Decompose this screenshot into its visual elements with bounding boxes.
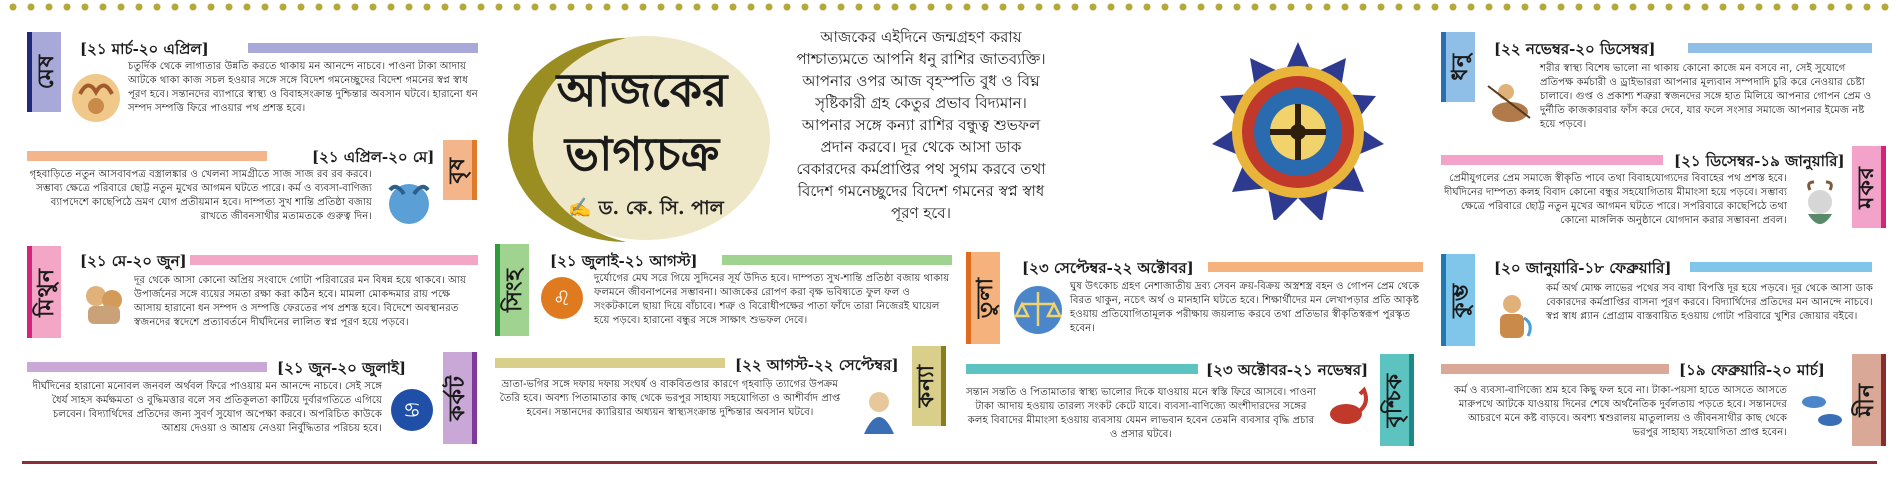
page-title-line-1: আজকের — [556, 63, 728, 117]
pisces-fish-icon — [1796, 386, 1848, 434]
date-range-cancer: [২১ জুন-২০ জুলাই] — [277, 359, 406, 377]
dotted-border-top — [0, 0, 1899, 14]
sign-label-scorpio: বৃশ্চিক — [1380, 354, 1414, 446]
date-range-libra: [২৩ সেপ্টেম্বর-২২ অক্টোবর] — [1022, 259, 1194, 277]
forecast-text-cancer: দীর্ঘদিনের হারানো মনোবল জনবল অর্থবল ফিরে পাওয়ায় মন আনন্দে নাচবে। সেই সঙ্গে ধৈর্য সাহস কর্মক্ষমতা ও বুদ্ধিমত্তার বলে সব প্রতিকূলতা কাটিয়ে দুর্বারগতিতে এগিয়ে চলবেন। বিদ্যার্থিদের প্রতিদের জন্য সুবর্ণ সুযোগ অপেক্ষা করবে। অপরিচিত কাউকে আশ্রয় দেওয়া ও আশ্রয় নেওয়া নির্বুদ্ধিতার পরিচয় হবে। — [32, 381, 382, 434]
forecast-text-libra: ঘুষ উৎকোচ গ্রহণ নেশাজাতীয় দ্রব্য সেবন ক্রয়-বিক্রয় অস্ত্রশস্ত্র বহন ও গোপন প্রেম থেকে বিরত থাকুন, নচেৎ অর্থ ও মানহানি ঘটতে হবে। শিক্ষার্থীদের মন লেখাপড়ার প্রতি আকৃষ্ট হওয়ায় প্রতিযোগিতামূলক পরীক্ষায় জয়লাভ করবে তথা প্রতিভার স্বীকৃতিস্বরূপ পুরস্কৃত হবেন। — [1070, 281, 1420, 334]
accent-bar-pisces — [1441, 364, 1669, 374]
sign-label-virgo: কন্যা — [912, 346, 946, 426]
libra-scales-icon — [1010, 282, 1066, 338]
forecast-text-leo: দুর্যোগের মেঘ সরে গিয়ে সুদিনের সূর্য উদিত হবে। দাম্পত্য সুখ-শান্তি প্রতিষ্ঠা বজায় থাকায় ফলমনে জীবনাপনের সম্ভাবনা। আজকের রোপণ করা বৃক্ষ ভবিষ্যতে ফুল ফল ও সংকটকালে ছায়া দিয়ে বাঁচাবে। শত্রু ও বিরোধীপক্ষের পাতা ফাঁদে তারা নিজেরই ঘায়েল হয়ে পড়বে। হারানো বন্ধুর সঙ্গে সাক্ষাৎ শুভফল দেবে। — [594, 273, 950, 326]
accent-bar-cancer — [27, 362, 267, 372]
forecast-text-capricorn: প্রেমীযুগলের প্রেম সমাজে স্বীকৃতি পাবে তথা বিবাহযোগ্যদের বিবাহের পথ প্রশস্ত হবে। দীর্ঘদিনের দাম্পত্য কলহ বিবাদ কোনো বন্ধুর সহযোগিতায় মীমাংসা হয়ে পড়বে। সম্ভাব্য ক্ষেত্রে পরিবারে ছোট্ট নতুন মুখের আগমন ঘটতে পারে। সপরিবারে কাছেপিঠে তথা কোনো মাঙ্গলিক অনুষ্ঠানে যোগদান করার সম্ভাবনা প্রবল। — [1444, 173, 1787, 226]
gemini-twins-icon — [76, 276, 132, 332]
date-range-virgo: [২২ আগস্ট-২২ সেপ্টেম্বর] — [735, 356, 899, 374]
pen-icon: ✍ — [568, 197, 599, 219]
date-range-aquarius: [২০ জানুয়ারি-১৮ ফেব্রুয়ারি] — [1494, 259, 1672, 277]
aries-ram-icon — [66, 68, 126, 128]
aquarius-water-bearer-icon — [1484, 288, 1540, 344]
leo-lion-icon — [538, 274, 586, 330]
date-range-scorpio: [২৩ অক্টোবর-২১ নভেম্বর] — [1206, 361, 1369, 379]
sign-label-pisces: মীন — [1852, 354, 1886, 446]
cancer-crab-icon — [388, 386, 436, 434]
accent-bar-taurus — [27, 151, 267, 161]
forecast-text-sagittarius: শরীর স্বাস্থ্য বিশেষ ভালো না থাকায় কোনো কাজে মন বসবে না, সেই সুযোগে প্রতিপক্ষ কর্মচারী ও ড্রাইভাররা আপনার মূল্যবান সম্পদাদি চুরি করে নেওয়ার চেষ্টা চালাবে। গুপ্ত ও প্রকাশ্য শত্রুরা স্বজনদের সঙ্গে হাত মিলিয়ে আপনার গোপন প্রেম ও দুর্নীতি কাজকারবার ফাঁস করে দেবে, যার ফলে সংসার সমাজে আপনার ইমেজ নষ্ট হয়ে পড়বে। — [1540, 63, 1872, 130]
accent-bar-sagittarius — [1688, 43, 1872, 53]
accent-bar-aries — [248, 43, 478, 53]
forecast-text-aries: চতুর্দিক থেকে লাগাতার উন্নতি করতে থাকায় মন আনন্দে নাচবে। পাওনা টাকা আদায় আটকে থাকা কাজ সচল হওয়ার সঙ্গে সঙ্গে বিদেশ গমনেচ্ছুদের বিদেশ গমনের স্বপ্ন স্বাধ পূরণ হবে। সন্তানদের ব্যাপারে স্বাস্থ্য ও বিবাহসংক্রান্ত দুশ্চিন্তার অবসান ঘটবে। হারানো ধন সম্পদ সম্পত্তি ফিরে পাওয়ার পথ প্রশস্ত হবে। — [128, 61, 478, 114]
sagittarius-archer-icon — [1480, 74, 1538, 130]
sign-label-sagittarius: ধনু — [1441, 32, 1475, 102]
forecast-text-gemini: দূর থেকে আসা কোনো অপ্রিয় সংবাদে গোটা পরিবারের মন বিষন্ন হয়ে থাকবে। আয় উপার্জনের সঙ্গে ব্যয়ের সমতা রক্ষা করা কঠিন হবে। মামলা মোকদ্দমার রায় পক্ষে আসায় হারানো ধন সম্পদ ও সম্পত্তি ফেরতের পথ প্রশস্ত হবে। বিদেশে অবস্থানরত স্বজনদের স্বদেশে প্রত্যাবর্তনে দীর্ঘদিনের লালিত স্বপ্ন পূরণ হয়ে পড়বে। — [134, 275, 467, 328]
author-name: ড. কে. সি. পাল — [598, 197, 724, 219]
capricorn-goat-icon — [1794, 180, 1846, 234]
taurus-bull-icon — [380, 172, 438, 230]
date-range-taurus: [২১ এপ্রিল-২০ মে] — [312, 148, 435, 166]
intro-paragraph: আজকের এইদিনে জন্মগ্রহণ করায় পাশ্চাত্যমতে আপনি ধনু রাশির জাতব্যক্তি। আপনার ওপর আজ বৃহস্পতি বুধ ও বিঘ্ন সৃষ্টিকারী গ্রহ কেতুর প্রভাব বিদ্যমান। আপনার সঙ্গে কন্যা রাশির বন্ধুত্ব শুভফল প্রদান করবে। দূর থেকে আসা ডাক বেকারদের কর্মপ্রাপ্তির পথ সুগম করবে তথা বিদেশ গমনেচ্ছুদের বিদেশ গমনের স্বপ্ন স্বাধ পূরণ হবে। — [796, 28, 1046, 222]
accent-bar-scorpio — [966, 364, 1198, 374]
sign-label-aquarius: কুম্ভ — [1441, 254, 1475, 346]
accent-bar-libra — [1208, 262, 1423, 272]
forecast-text-virgo: ভ্রাতা-ভগির সঙ্গে দফায় দফায় সংঘর্ষ ও বাকবিতণ্ডার কারণে গৃহবাড়ি ত্যাগের উপক্রম তৈরি হবে। অবশ্য পিতামাতার কাছ থেকে ভরপুর সাহায্য সহযোগিতা ও আশীর্বাদ প্রাপ্ত হবেন। সন্তানদের ক্যারিয়ার অধ্যয়ন স্বাস্থ্যসংক্রান্ত দুশ্চিন্তার অবসান ঘটবে। — [499, 379, 841, 418]
date-range-gemini: [২১ মে-২০ জুন] — [80, 252, 187, 270]
author-byline — [546, 194, 746, 226]
accent-bar-leo — [722, 255, 952, 265]
accent-bar-virgo — [495, 358, 725, 368]
sign-label-aries: মেষ — [27, 32, 61, 112]
svg-text:♌: ♌ — [553, 286, 571, 310]
date-range-sagittarius: [২২ নভেম্বর-২০ ডিসেম্বর] — [1494, 40, 1656, 58]
date-range-capricorn: [২১ ডিসেম্বর-১৯ জানুয়ারি] — [1674, 152, 1845, 170]
forecast-text-pisces: কর্ম ও ব্যবসা-বাণিজ্যে শ্রম হবে কিছু ফল হবে না। টাকা-পয়সা হাতে আসতে আসতে মারুপথে আটকে যাওয়ায় দিনের শেষে অর্থনৈতিক দুর্বলতায় পড়তে হবে। সন্তানদের আচরণে মনে কষ্ট বাড়বে। অবশ্য শ্বশুরালয় মাতুলালয় ও জীবনসাথীর কাছ থেকে ভরপুর সাহায্য সহযোগিতা প্রাপ্ত হবেন। — [1453, 385, 1787, 438]
date-range-leo: [২১ জুলাই-২১ আগস্ট] — [550, 252, 698, 270]
sign-label-libra: তুলা — [966, 252, 1000, 344]
svg-text:♋: ♋ — [403, 398, 421, 422]
sign-label-taurus: বৃষ — [443, 140, 477, 200]
forecast-text-taurus: গৃহবাড়িতে নতুন আসবাবপত্র বস্ত্রালঙ্কার ও খেলনা সামগ্রীতে সাজ সাজ রব রব করবে। সম্ভাব্য ক্ষেত্রে পরিবারে ছোট্ট নতুন মুখের আগমন ঘটতে পারে। কর্ম ও ব্যবসা-বাণিজ্য ব্যাপদেশে কাছেপিঠে ভ্রমণ যোগ প্রতীয়মান হবে। দাম্পত্য সুখ শান্তি প্রতিষ্ঠা বজায় রাখতে জীবনসাথীর মতামতকে গুরুত্ব দিন। — [29, 169, 372, 222]
title-block — [506, 32, 778, 244]
forecast-text-scorpio: সন্তান সন্ততি ও পিতামাতার স্বাস্থ্য ভালোর দিকে যাওয়ায় মনে স্বস্তি ফিরে আসবে। পাওনা টাকা আদায় হওয়ায় তারল্য সংকট কেটে যাবে। ব্যবসা-বাণিজ্যে অংশীদারদের সঙ্গের কলহ বিবাদের মীমাংসা হওয়ায় ব্যবসায় যেমন লাভবান হবেন তেমনি ব্যবসার বৃদ্ধি প্রচার ও প্রসার ঘটবে। — [966, 387, 1316, 440]
bottom-rule — [22, 461, 1877, 464]
page-title-line-2: ভাগ্যচক্র — [564, 127, 720, 181]
accent-bar-gemini — [190, 255, 478, 265]
sign-label-cancer: কর্কট — [443, 352, 477, 444]
virgo-maiden-icon — [852, 380, 906, 436]
date-range-pisces: [১৯ ফেব্রুয়ারি-২০ মার্চ] — [1679, 361, 1825, 379]
accent-bar-aquarius — [1690, 262, 1872, 272]
forecast-text-aquarius: কর্ম অর্থ মোক্ষ লাভের পথের সব বাধা বিপত্তি দূর হয়ে পড়বে। দূর থেকে আসা ডাক বেকারদের কর্মপ্রাপ্তির বাসনা পূরণ করবে। বিদ্যার্থিদের প্রতিদের মন আনন্দে নাচবে। স্বপ্ন স্বাধ প্ল্যান প্রোগ্রাম বাস্তবায়িত হওয়ায় গোটা পরিবারে খুশির জোয়ার বইবে। — [1546, 283, 1874, 322]
sign-label-leo: সিংহ — [495, 244, 529, 336]
date-range-aries: [২১ মার্চ-২০ এপ্রিল] — [80, 40, 209, 58]
accent-bar-capricorn — [1441, 155, 1663, 165]
sign-label-gemini: মিথুন — [27, 246, 61, 338]
scorpio-scorpion-icon — [1320, 384, 1374, 434]
sign-label-capricorn: মকর — [1852, 146, 1886, 228]
zodiac-wheel-icon — [1208, 40, 1388, 220]
